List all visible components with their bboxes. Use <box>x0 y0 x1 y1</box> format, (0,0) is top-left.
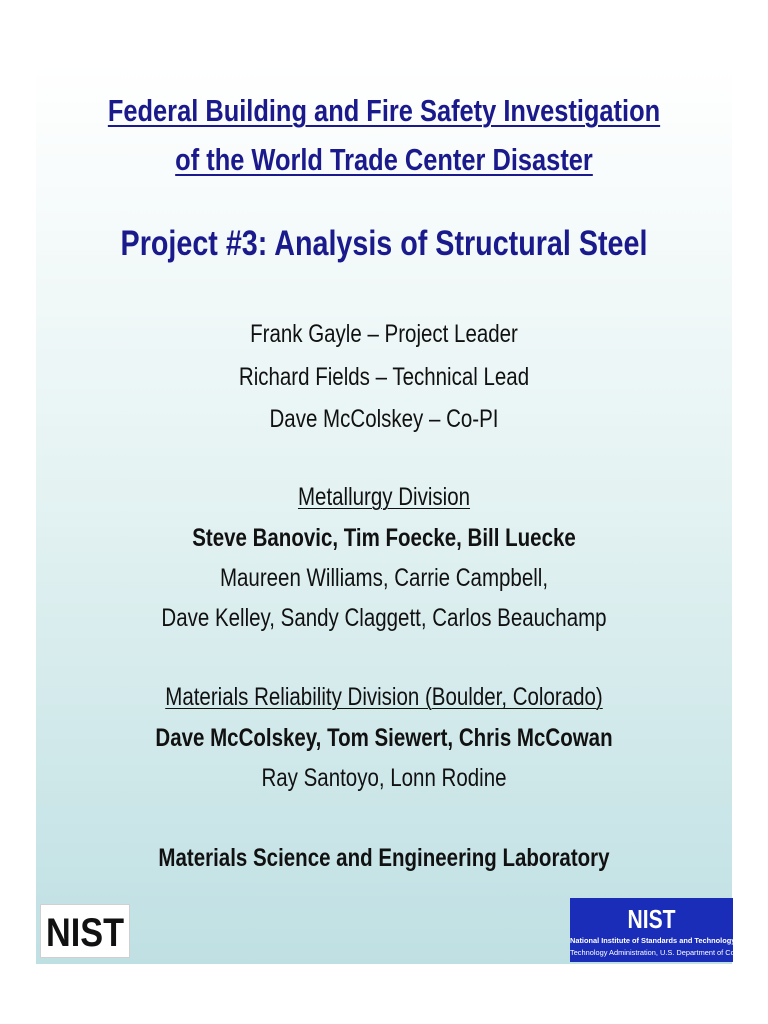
project-title: Project #3: Analysis of Structural Steel <box>120 224 648 263</box>
nist-logo-right <box>570 898 762 962</box>
leader-copi: Dave McColskey – Co-PI <box>269 405 499 433</box>
title-line-2: of the World Trade Center Disaster <box>175 142 593 177</box>
metallurgy-others-1: Maureen Williams, Carrie Campbell, <box>219 564 549 592</box>
metallurgy-primary: Steve Banovic, Tim Foecke, Bill Luecke <box>192 524 576 552</box>
nist-logo-icon <box>570 898 733 934</box>
leader-project: Frank Gayle – Project Leader <box>250 320 518 348</box>
reliability-primary: Dave McColskey, Tom Siewert, Chris McCowan <box>155 724 613 752</box>
title-line-1: Federal Building and Fire Safety Investigation <box>107 93 661 128</box>
laboratory-name: Materials Science and Engineering Laboratory <box>158 844 610 872</box>
nist-department: Technology Administration, U.S. Department of Commerce <box>570 948 762 957</box>
nist-full-name: National Institute of Standards and Technology <box>570 936 736 945</box>
nist-logo-left <box>40 904 130 958</box>
leader-technical: Richard Fields – Technical Lead <box>238 363 530 391</box>
metallurgy-others-2: Dave Kelley, Sandy Claggett, Carlos Beauchamp <box>161 604 607 632</box>
nist-logo-icon <box>41 905 129 957</box>
metallurgy-heading: Metallurgy Division <box>297 483 471 511</box>
reliability-others-1: Ray Santoyo, Lonn Rodine <box>261 764 507 792</box>
nist-wordmark: NIST <box>46 911 124 955</box>
nist-wordmark-white: NIST <box>627 904 676 934</box>
reliability-heading: Materials Reliability Division (Boulder, Colorado) <box>165 683 603 711</box>
slide <box>36 64 762 964</box>
